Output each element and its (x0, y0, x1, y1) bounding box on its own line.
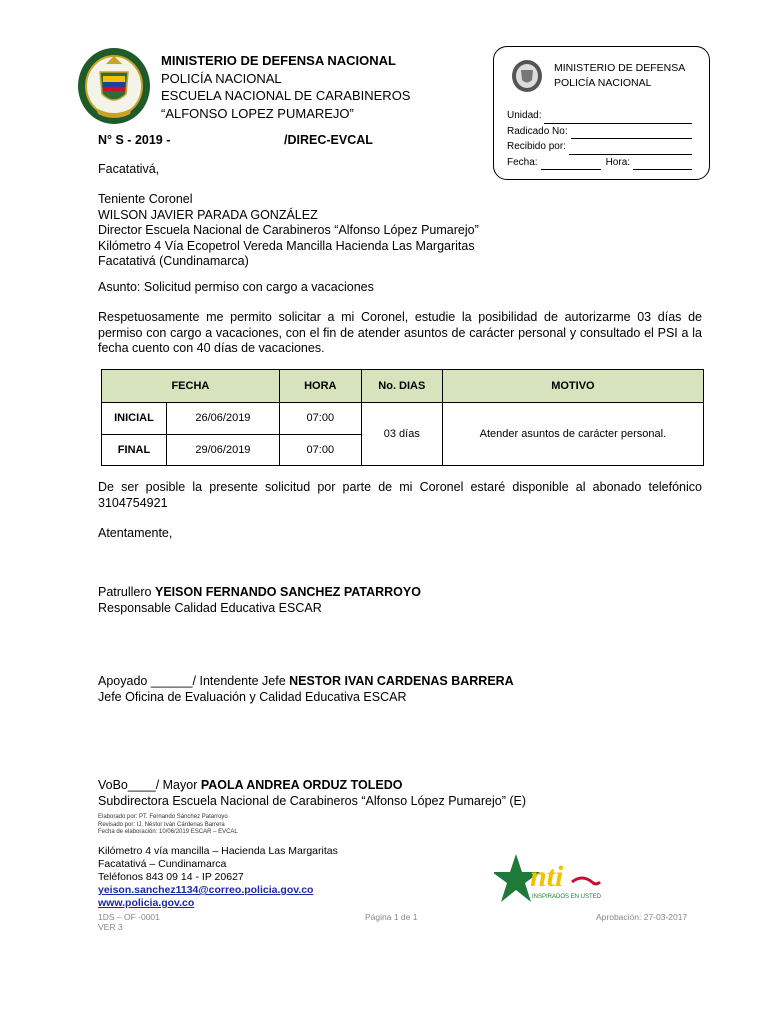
stamp-recibido-label: Recibido por: (507, 141, 566, 152)
signer3-name: PAOLA ANDREA ORDUZ TOLEDO (200, 778, 403, 792)
signer2-prefix: Apoyado ______/ Intendente Jefe (98, 674, 286, 688)
signer1-name: YEISON FERNANDO SANCHEZ PATARROYO (154, 585, 421, 599)
footer-contact (98, 845, 338, 910)
signer3-prefix: VoBo____/ Mayor (98, 778, 198, 792)
stamp-org (554, 61, 685, 91)
row-time: 07:00 (279, 434, 361, 466)
header-dias: No. DIAS (361, 370, 442, 403)
dias-cell: 03 días (361, 403, 442, 466)
paragraph-request: Respetuosamente me permito solicitar a mi Coronel, estudie la posibilidad de autorizarme 03 días de permiso con cargo a vacaciones, con el fin de atender asuntos de carácter personal y consultado el PSI a la fecha cuento con 40 días de vacaciones. (98, 310, 702, 355)
stamp-radicado-row (507, 124, 692, 140)
stamp-fecha-label: Fecha: (507, 156, 538, 168)
leave-table (101, 369, 704, 466)
prepared-by: Elaborado por: PT. Fernando Sánchez Patarroyo (98, 814, 228, 820)
place: Facatativá, (98, 162, 160, 176)
signer1-rank: Patrullero (98, 585, 152, 599)
subject: Asunto: Solicitud permiso con cargo a vacaciones (98, 280, 374, 294)
recipient-address: Kilómetro 4 Vía Ecopetrol Vereda Mancilla Hacienda Las Margaritas (98, 238, 475, 253)
signer2-line (98, 674, 702, 690)
doc-code: 1DS – OF -0001 (98, 912, 160, 922)
stamp-radicado-label: Radicado No: (507, 125, 568, 137)
letterhead (161, 52, 410, 122)
footer-web-link[interactable]: www.policia.gov.co (98, 897, 195, 909)
signature-block-1 (98, 585, 702, 616)
recipient-position: Director Escuela Nacional de Carabineros “Alfonso López Pumarejo” (98, 223, 479, 237)
row-label: INICIAL (102, 403, 167, 435)
approval-date: Aprobación: 27-03-2017 (596, 912, 688, 922)
prepared-by-block (98, 814, 238, 837)
row-date: 29/06/2019 (167, 434, 280, 466)
stamp-org-ministry: MINISTERIO DE DEFENSA (554, 62, 686, 74)
table-header-row (102, 370, 704, 403)
closing: Atentamente, (98, 526, 173, 540)
signer1-role: Responsable Calidad Educativa ESCAR (98, 600, 322, 615)
header-fecha: FECHA (102, 370, 280, 403)
stamp-unidad-label: Unidad: (507, 110, 542, 121)
nti-logo-icon (494, 852, 604, 908)
reference-number: N° S - 2019 - (98, 133, 171, 147)
signer3-role: Subdirectora Escuela Nacional de Carabineros “Alfonso López Pumarejo” (E) (98, 793, 526, 808)
footer-city: Facatativá – Cundinamarca (98, 858, 227, 870)
stamp-recibido-row (507, 139, 692, 155)
paragraph-availability: De ser posible la presente solicitud por parte de mi Coronel estaré disponible al abonado telefónico 3104754921 (98, 480, 702, 510)
footer-phones: Teléfonos 843 09 14 - IP 20627 (98, 871, 244, 883)
motivo-cell: Atender asuntos de carácter personal. (442, 403, 703, 466)
stamp-unidad-row (507, 108, 692, 124)
stamp-radicado-line (571, 129, 692, 139)
row-time: 07:00 (279, 403, 361, 435)
recipient-rank: Teniente Coronel (98, 192, 193, 206)
preparation-date: Fecha de elaboración: 10/06/2019 ESCAR – EVCAL (98, 829, 238, 835)
stamp-fields (507, 108, 692, 170)
letterhead-school-name: “ALFONSO LOPEZ PUMAREJO” (161, 105, 354, 121)
letterhead-school: ESCUELA NACIONAL DE CARABINEROS (161, 88, 411, 103)
recipient-block (98, 192, 702, 270)
stamp-recibido-line (569, 145, 692, 155)
letterhead-police: POLICÍA NACIONAL (161, 70, 282, 86)
signer1-line (98, 585, 702, 601)
police-emblem-icon (76, 46, 152, 128)
signature-block-2 (98, 674, 702, 705)
row-date: 26/06/2019 (167, 403, 280, 435)
signer2-role: Jefe Oficina de Evaluación y Calidad Educativa ESCAR (98, 689, 407, 704)
footer-email-link[interactable]: yeison.sanchez1134@correo.policia.gov.co (98, 884, 314, 896)
logo-wordmark: nti (530, 860, 564, 893)
header-hora: HORA (279, 370, 361, 403)
doc-version: VER 3 (98, 922, 123, 932)
signer3-line (98, 778, 702, 794)
footer-address: Kilómetro 4 vía mancilla – Hacienda Las Margaritas (98, 845, 338, 857)
stamp-emblem-icon (510, 58, 544, 94)
logo-tagline: INSPIRADOS EN USTED (532, 894, 602, 900)
recipient-name: WILSON JAVIER PARADA GONZÁLEZ (98, 207, 318, 222)
recipient-city: Facatativá (Cundinamarca) (98, 254, 249, 268)
letterhead-ministry: MINISTERIO DE DEFENSA NACIONAL (161, 53, 396, 68)
signature-block-3 (98, 778, 702, 809)
reviewed-by: Revisado por: IJ. Néstor Iván Cárdenas Barrera (98, 821, 225, 828)
row-label: FINAL (102, 434, 167, 466)
stamp-org-police: POLICÍA NACIONAL (554, 77, 652, 89)
page-number: Página 1 de 1 (365, 912, 418, 922)
reference-suffix: /DIREC-EVCAL (284, 133, 373, 147)
table-row (102, 403, 704, 435)
doc-code-block (98, 912, 160, 932)
signer2-name: NESTOR IVAN CARDENAS BARRERA (289, 674, 514, 688)
stamp-unidad-line (544, 114, 692, 124)
header-motivo: MOTIVO (442, 370, 703, 403)
stamp-hora-label: Hora: (605, 156, 631, 168)
